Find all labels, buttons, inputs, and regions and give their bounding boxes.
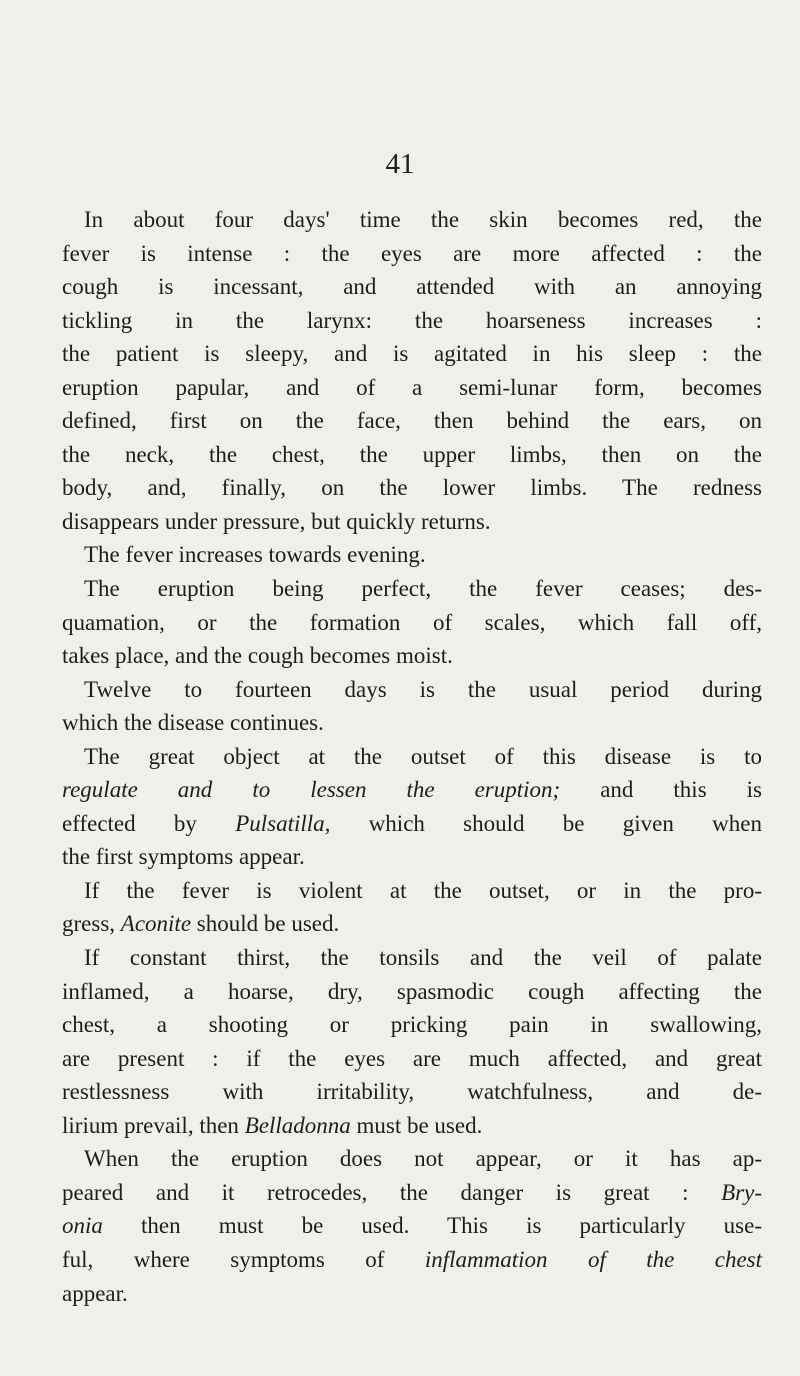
- text-line: which the disease continues.: [62, 710, 324, 736]
- text-line: effected by Pulsatilla, which should be given when: [62, 810, 762, 836]
- text-line: lirium prevail, then Belladonna must be used.: [62, 1112, 483, 1138]
- text-line: disappears under pressure, but quickly returns.: [62, 508, 491, 534]
- text-line: The fever increases towards evening.: [84, 542, 426, 568]
- text-line: takes place, and the cough becomes moist.: [62, 643, 453, 669]
- text-line: tickling in the larynx: the hoarseness increases :: [62, 307, 762, 333]
- text-line: defined, first on the face, then behind the ears, on: [62, 408, 762, 434]
- text-line: fever is intense : the eyes are more affected : the: [62, 240, 762, 266]
- text-line: ful, where symptoms of inflammation of the chest: [62, 1246, 763, 1272]
- text-line: If constant thirst, the tonsils and the veil of palate: [84, 945, 762, 971]
- text-line: If the fever is violent at the outset, or in the pro-: [84, 877, 762, 903]
- text-line: The great object at the outset of this disease is to: [84, 743, 762, 769]
- text-line: In about four days' time the skin becomes red, the: [84, 207, 762, 232]
- text-line: appear.: [62, 1280, 128, 1306]
- text-line: the neck, the chest, the upper limbs, then on the: [62, 441, 762, 467]
- text-line: cough is incessant, and attended with an annoying: [62, 274, 762, 300]
- text-line: restlessness with irritability, watchfulness, and de-: [62, 1079, 762, 1105]
- text-line: peared and it retrocedes, the danger is great : Bry-: [62, 1179, 762, 1205]
- text-line: The eruption being perfect, the fever ceases; des-: [84, 576, 762, 602]
- text-line: When the eruption does not appear, or it has ap-: [84, 1146, 762, 1172]
- text-line: body, and, finally, on the lower limbs. The redness: [62, 475, 762, 501]
- text-line: quamation, or the formation of scales, which fall off,: [62, 609, 762, 635]
- text-line: Twelve to fourteen days is the usual period during: [84, 676, 762, 702]
- text-line: eruption papular, and of a semi-lunar form, becomes: [62, 374, 762, 400]
- page-number: 41: [385, 148, 415, 180]
- text-line: the first symptoms appear.: [62, 844, 305, 870]
- text-line: regulate and to lessen the eruption; and this is: [62, 777, 762, 803]
- text-line: inflamed, a hoarse, dry, spasmodic cough affecting the: [62, 978, 762, 1004]
- text-line: the patient is sleepy, and is agitated in his sleep : the: [62, 341, 762, 367]
- text-line: are present : if the eyes are much affected, and great: [62, 1045, 762, 1071]
- body-text: [62, 203, 762, 1310]
- text-line: chest, a shooting or pricking pain in swallowing,: [62, 1012, 762, 1038]
- text-line: onia then must be used. This is particularly use-: [62, 1213, 762, 1239]
- text-line: gress, Aconite should be used.: [62, 911, 340, 937]
